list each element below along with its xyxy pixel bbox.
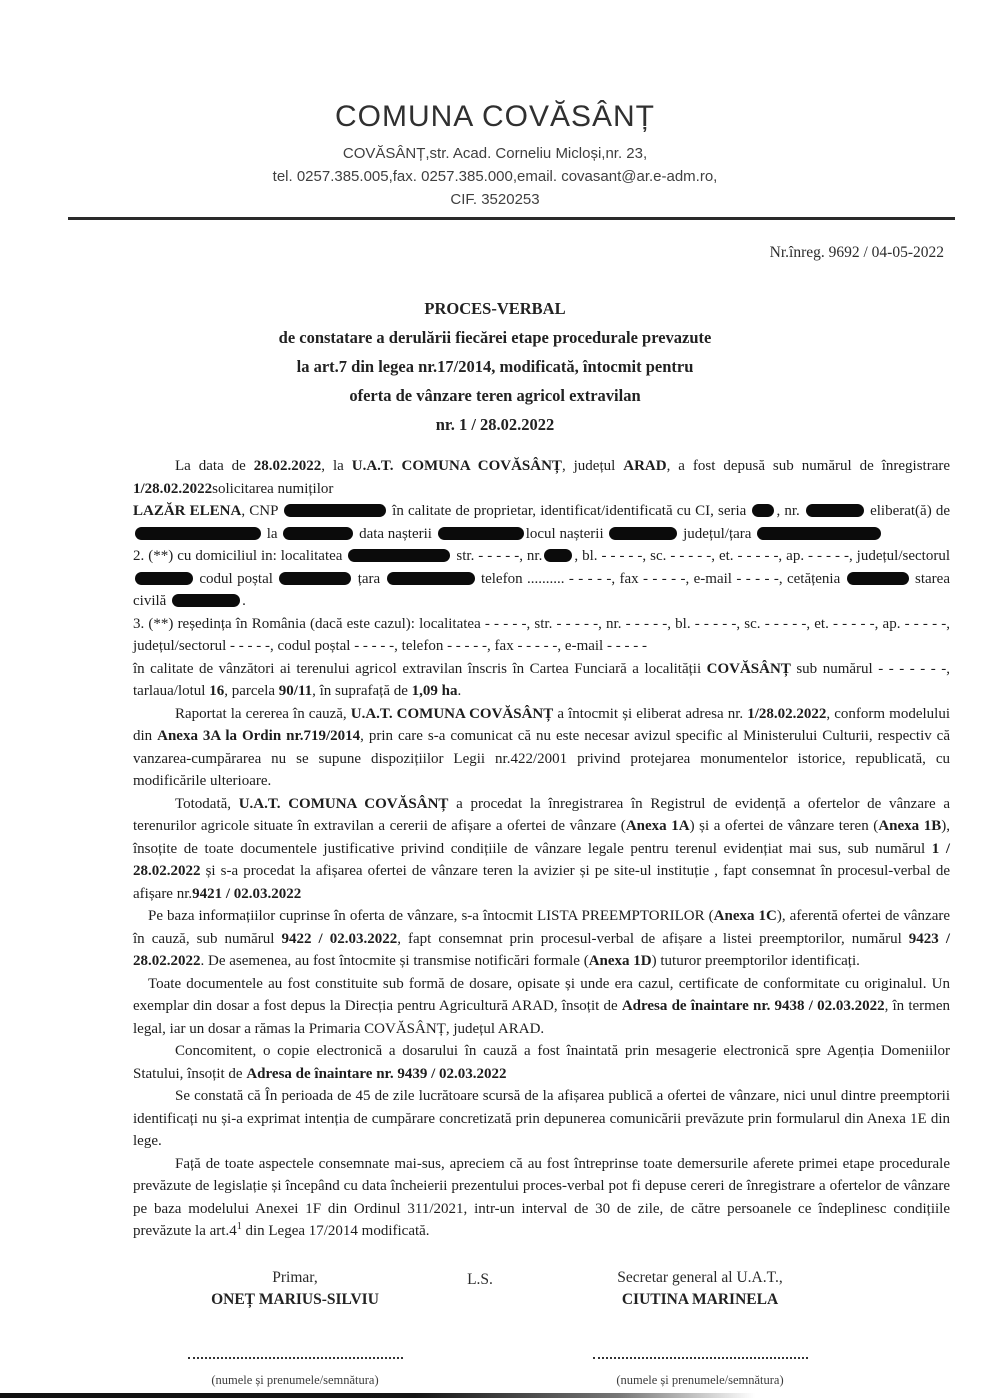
body-text-bold: Anexa 1C <box>713 908 777 924</box>
body-paragraph <box>133 500 950 545</box>
body-text-bold: 1/28.02.2022 <box>747 705 827 722</box>
body-text-bold: LAZĂR ELENA <box>133 503 242 519</box>
body-text: . <box>457 683 462 699</box>
body-text-bold: U.A.T. COMUNA COVĂSÂNȚ <box>351 458 562 474</box>
redaction-bar <box>387 572 475 585</box>
body-text: ) tuturor preemptorilor identificați. <box>651 953 860 969</box>
body-text: eliberat(ă) de <box>865 503 951 519</box>
body-text: ), însoțite de toate documentele justificative privind condițiile de vânzare legale pentru terenul evidențiat mai sus, sub numărul <box>133 818 950 857</box>
signature-area <box>0 1269 990 1389</box>
signature-role: Secretar general al U.A.T., <box>617 1268 783 1286</box>
body-text: , în termen legal, iar un dosar a rămas la Primaria COVĂSÂNȚ, județul ARAD. <box>133 998 951 1037</box>
letterhead <box>0 0 990 220</box>
letterhead-contact: tel. 0257.385.005,fax. 0257.385.000,email. covasant@ar.e-adm.ro, <box>272 168 718 185</box>
body-paragraph <box>133 973 950 1041</box>
signature-name: CIUTINA MARINELA <box>621 1290 779 1308</box>
body-text: , parcela <box>224 683 279 699</box>
body-text-bold: Anexa 1A <box>625 818 690 834</box>
body-text-bold: 1/28.02.2022 <box>133 480 213 497</box>
signature-dotted-line <box>593 1357 808 1359</box>
body-paragraph <box>133 1153 950 1243</box>
body-text: din Legea 17/2014 modificată. <box>241 1223 430 1239</box>
body-text-bold: Adresa de înaintare nr. 9439 / 02.03.2022 <box>246 1065 507 1082</box>
signature-caption: (numele și prenumele/semnătura) <box>211 1372 379 1387</box>
body-text: Față de toate aspectele consemnate mai-sus, apreciem că au fost întreprinse toate demersurile aferete primei etape procedurale prevăzute de legislație și începând cu data încheierii prezentului proces-verbal pot fi depuse cereri de înregistrare a ofertelor de vânzare pe baza modelului Anexei 1F din Ordinul 311/2021, intr-un interval de 30 de zile, de către persoanele ce îndeplinesc condițiile prevăzute la art.4 <box>133 1155 950 1239</box>
body-paragraph <box>133 613 950 658</box>
body-text: 2. (**) cu domiciliul in: localitatea <box>133 548 347 564</box>
redaction-bar <box>135 527 261 540</box>
document-title <box>0 294 990 439</box>
letterhead-cif: CIF. 3520253 <box>450 191 540 208</box>
redaction-bar <box>757 527 881 540</box>
redaction-bar <box>752 504 774 517</box>
body-text: , fapt consemnat prin procesul-verbal de afișare a listei preemptorilor, numărul <box>397 930 909 947</box>
seal-label: L.S. <box>467 1270 493 1288</box>
body-text: Se constată că În perioada de 45 de zile lucrătoare scursă de la afișarea publică a ofertei de vânzare, nici unul dintre preemptorii identificați nu și-a exprimat intenția de cumpărare concretizată prin depunerea comunicării prevăzute prin formularul din Anexa 1E din lege. <box>133 1088 950 1149</box>
body-text-bold: 16 <box>209 683 225 699</box>
redaction-bar <box>172 594 240 607</box>
document-body <box>0 439 990 1243</box>
title-line-3: la art.7 din legea nr.17/2014, modificată, întocmit pentru <box>296 357 694 376</box>
title-line-2: de constatare a derulării fiecărei etape procedurale prevazute <box>278 328 712 347</box>
body-text-bold: 1 / 28.02.2022 <box>133 840 951 879</box>
body-text-bold: Anexa 1D <box>588 953 652 969</box>
body-text-bold: 9421 / 02.03.2022 <box>192 885 302 902</box>
body-paragraph <box>133 455 950 500</box>
body-text: 1 <box>236 1221 242 1232</box>
body-text: codul poștal <box>195 570 278 587</box>
body-paragraph <box>133 905 950 973</box>
body-text-bold: 28.02.2022 <box>253 458 322 474</box>
body-paragraph <box>133 545 950 613</box>
body-text: a întocmit și eliberat adresa nr. <box>553 705 748 722</box>
body-text: în calitate de vânzători ai terenului agricol extravilan înscris în Cartea Funciară a localității <box>133 660 707 677</box>
body-text: , prin care s-a comunicat că nu este necesar avizul specific al Ministerului Culturii, respectiv că vanzarea-cumpărarea nu se supune dispozițiilor Legii nr.422/2001 privind protejarea monumentelor istorice, republicată, cu modificările ulterioare. <box>133 728 950 789</box>
signature-name: ONEȚ MARIUS-SILVIU <box>211 1290 379 1308</box>
redaction-bar <box>609 527 677 540</box>
body-text: Pe baza informațiilor cuprinse în oferta de vânzare, s-a întocmit LISTA PREEMPTORILOR ( <box>148 908 714 924</box>
redaction-bar <box>438 527 524 540</box>
body-text: Toate documentele au fost constituite sub formă de dosare, opisate și unde era cazul, certificate de conformitate cu originalul. Un exemplar din dosar a fost depus la Direcția pentru Agricultură ARAD, însoțit de <box>133 975 950 1014</box>
body-text-bold: 90/11 <box>278 683 313 699</box>
redaction-bar <box>806 504 864 517</box>
body-text: ) și a ofertei de vânzare teren ( <box>689 818 879 834</box>
body-text: , conform modelului din <box>133 705 950 744</box>
body-text: str. - - - - -, nr. <box>452 548 543 564</box>
body-text: în calitate de proprietar, identificat/identificată cu CI, seria <box>388 503 751 519</box>
body-text-bold: Anexa 1B <box>878 818 942 834</box>
seal-placeholder <box>445 1269 515 1289</box>
body-text: , județul <box>561 458 624 474</box>
body-text: starea civilă <box>133 570 950 609</box>
registration-number: Nr.înreg. 9692 / 04-05-2022 <box>769 244 944 261</box>
body-text: și s-a procedat la afișarea ofertei de vânzare teren la avizier și pe site-ul instituție , fapt consemnat în procesul-verbal de afișare nr. <box>133 863 950 902</box>
organization-name: COMUNA COVĂSÂNȚ <box>334 100 656 133</box>
body-text: telefon .......... - - - - -, fax - - - - -, e-mail - - - - -, cetățenia <box>476 570 845 587</box>
redaction-bar <box>284 504 386 517</box>
signature-role: Primar, <box>272 1268 318 1286</box>
redaction-bar <box>279 572 351 585</box>
body-text: locul nașterii <box>525 525 608 542</box>
body-text-bold: COVĂSÂNȚ <box>706 660 791 677</box>
body-text: Raportat la cererea în cauză, <box>175 705 351 722</box>
body-text: . De asemenea, au fost întocmite și transmise notificări formale ( <box>200 953 589 969</box>
body-text: , a fost depusă sub numărul de înregistrare <box>666 458 951 474</box>
body-text: 3. (**) reședința în România (dacă este cazul): localitatea - - - - -, str. - - - - -, nr. - - - - -, bl. - - - - -, sc. - - - - -, et. - - - - -, ap. - - - - -, județul/sectorul - - - - -, codul poștal - - - - -, telefon - - - - -, fax - - - - -, e-mail - - - - - <box>133 615 950 654</box>
body-text-bold: U.A.T. COMUNA COVĂSÂNȚ <box>350 705 554 722</box>
body-text: , nr. <box>776 503 804 519</box>
body-text: , la <box>321 458 352 474</box>
signature-dotted-line <box>188 1357 403 1359</box>
body-paragraph <box>133 1040 950 1085</box>
body-text: . <box>242 593 246 609</box>
body-text: județul/țara <box>679 525 756 542</box>
body-text: data nașterii <box>355 525 436 542</box>
letterhead-address: COVĂSÂNȚ,str. Acad. Corneliu Micloși,nr. 23, <box>342 145 648 162</box>
body-paragraph <box>133 658 950 703</box>
body-text-bold: U.A.T. COMUNA COVĂSÂNȚ <box>238 795 449 812</box>
body-text: la <box>263 525 282 542</box>
body-text: , în suprafață de <box>312 683 412 699</box>
body-text-bold: 1,09 ha <box>411 683 458 699</box>
body-text: a procedat la înregistrarea în Registrul de evidență a ofertelor de vânzare a terenurilor agricole situate în extravilan a cererii de afișare a ofertei de vânzare ( <box>133 795 950 834</box>
body-text: țara <box>353 570 385 587</box>
body-text: Concomitent, o copie electronică a dosarului în cauză a fost înaintată prin mesagerie electronică spre Agenția Domeniilor Statului, însoțit de <box>133 1043 950 1082</box>
title-line-5: nr. 1 / 28.02.2022 <box>435 415 555 434</box>
body-text: , CNP <box>241 503 283 519</box>
body-paragraph <box>133 793 950 906</box>
title-line-1: PROCES-VERBAL <box>424 299 566 318</box>
body-text-bold: ARAD <box>623 458 667 474</box>
body-text: solicitarea numiților <box>212 480 334 497</box>
body-text-bold: Anexa 3A la Ordin nr.719/2014 <box>157 728 361 744</box>
body-text-bold: 9422 / 02.03.2022 <box>281 930 398 947</box>
signature-caption: (numele și prenumele/semnătura) <box>616 1372 784 1387</box>
signature-block-secretar <box>570 1269 830 1388</box>
body-text-bold: Adresa de înaintare nr. 9438 / 02.03.2022 <box>621 998 885 1014</box>
body-paragraph <box>133 1085 950 1153</box>
body-text-bold: 9423 / 28.02.2022 <box>133 930 950 969</box>
scan-edge-artifact <box>0 1393 755 1398</box>
body-text: , bl. - - - - -, sc. - - - - -, et. - - - - -, ap. - - - - -, județul/sectorul <box>574 548 950 564</box>
title-line-4: oferta de vânzare teren agricol extravilan <box>349 386 641 405</box>
redaction-bar <box>348 549 450 562</box>
redaction-bar <box>135 572 193 585</box>
body-text: ), aferentă ofertei de vânzare în cauză, sub numărul <box>133 908 951 947</box>
redaction-bar <box>283 527 353 540</box>
letterhead-divider <box>68 217 955 220</box>
body-text: Totodată, <box>175 795 239 812</box>
body-text: sub numărul - - - - - - -, tarlaua/lotul <box>133 660 950 699</box>
body-text: La data de <box>175 458 254 474</box>
signature-block-primar <box>165 1269 425 1388</box>
redaction-bar <box>544 549 572 562</box>
redaction-bar <box>847 572 909 585</box>
body-paragraph <box>133 703 950 793</box>
